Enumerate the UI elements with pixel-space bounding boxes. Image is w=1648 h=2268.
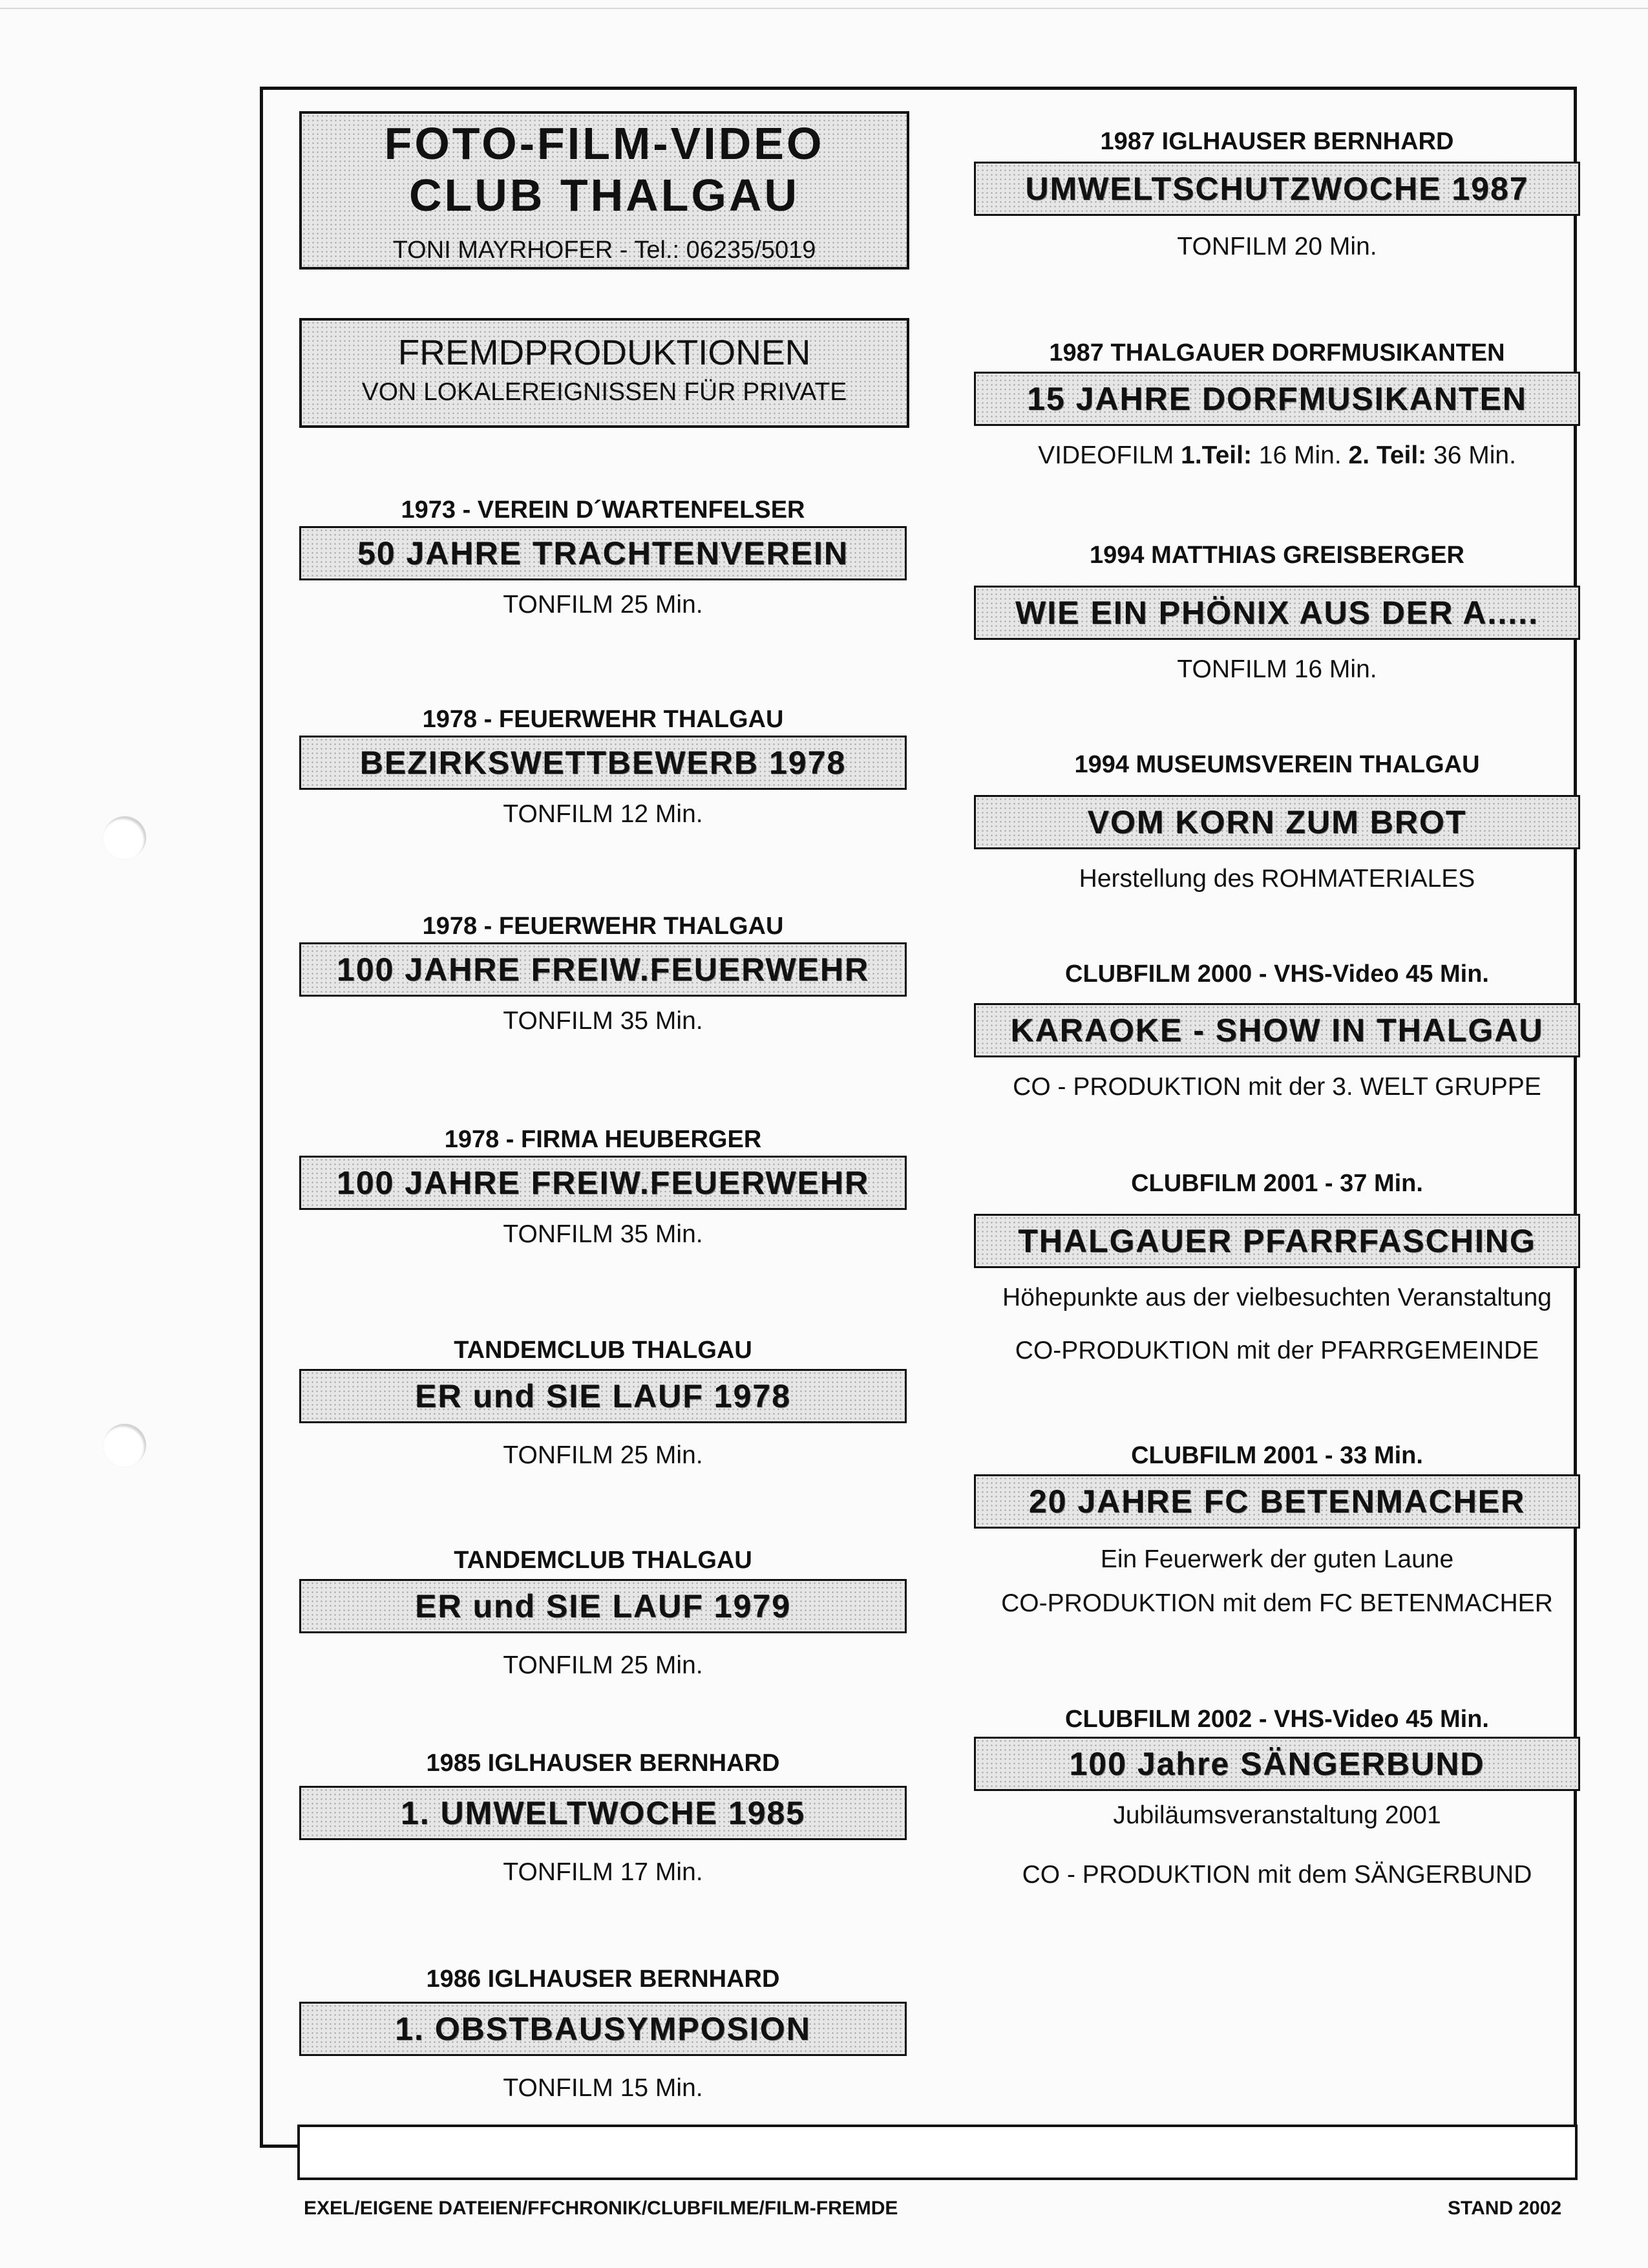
entry-title: BEZIRKSWETTBEWERB 1978 [299, 736, 907, 790]
left-entry-3 [299, 911, 907, 1037]
left-entry-5 [299, 1335, 907, 1471]
entry-line: Ein Feuerwerk der guten Laune [1100, 1545, 1454, 1573]
entry-title: 100 Jahre SÄNGERBUND [974, 1737, 1580, 1791]
entry-line: TONFILM 25 Min. [503, 591, 703, 619]
entry-header: 1978 - FIRMA HEUBERGER [444, 1126, 762, 1153]
detail-part2-value: 36 Min. [1426, 441, 1516, 469]
entry-title: ER und SIE LAUF 1979 [299, 1579, 907, 1633]
entry-header: 1987 IGLHAUSER BERNHARD [1100, 128, 1454, 155]
entry-header: 1978 - FEUERWEHR THALGAU [422, 706, 784, 733]
entry-title: 1. OBSTBAUSYMPOSION [299, 2002, 907, 2056]
entry-title: 50 JAHRE TRACHTENVEREIN [299, 526, 907, 580]
entry-header: 1978 - FEUERWEHR THALGAU [422, 913, 784, 940]
entry-line: CO-PRODUKTION mit der PFARRGEMEINDE [1015, 1337, 1539, 1364]
entry-line: TONFILM 25 Min. [503, 1441, 703, 1469]
entry-header: 1973 - VEREIN D´WARTENFELSER [401, 496, 805, 524]
entry-line: Jubiläumsveranstaltung 2001 [1113, 1801, 1441, 1829]
entry-title: 100 JAHRE FREIW.FEUERWEHR [299, 942, 907, 997]
left-entry-4 [299, 1125, 907, 1250]
right-entry-2 [974, 338, 1580, 471]
entry-line: TONFILM 16 Min. [1177, 655, 1377, 683]
right-entry-5 [974, 959, 1580, 1103]
left-entry-6 [299, 1545, 907, 1681]
detail-part1-label: 1.Teil: [1181, 441, 1252, 469]
detail-part1-value: 16 Min. [1251, 441, 1349, 469]
left-entry-8 [299, 1964, 907, 2104]
entry-header: CLUBFILM 2000 - VHS-Video 45 Min. [1065, 960, 1489, 988]
entry-header: CLUBFILM 2002 - VHS-Video 45 Min. [1065, 1706, 1489, 1733]
right-entry-6 [974, 1169, 1580, 1366]
detail-prefix: VIDEOFILM [1038, 441, 1181, 469]
entry-line: CO-PRODUKTION mit dem FC BETENMACHER [1001, 1589, 1553, 1617]
left-entry-7 [299, 1748, 907, 1888]
entry-line: TONFILM 35 Min. [503, 1007, 703, 1035]
entry-title: UMWELTSCHUTZWOCHE 1987 [974, 162, 1580, 216]
right-entry-1 [974, 127, 1580, 262]
entry-line: CO - PRODUKTION mit der 3. WELT GRUPPE [1013, 1073, 1541, 1101]
section-title: FREMDPRODUKTIONEN [397, 332, 811, 372]
club-contact: TONI MAYRHOFER - Tel.: 06235/5019 [392, 237, 816, 264]
entry-title: WIE EIN PHÖNIX AUS DER A..... [974, 586, 1580, 640]
entry-header: 1985 IGLHAUSER BERNHARD [426, 1750, 780, 1777]
left-entry-1 [299, 495, 907, 620]
punch-hole-bottom [103, 1424, 146, 1467]
entry-header: CLUBFILM 2001 - 33 Min. [1131, 1442, 1423, 1469]
empty-notes-box [297, 2125, 1578, 2180]
entry-detail [974, 440, 1580, 471]
right-column [974, 0, 1580, 2268]
entry-title: 1. UMWELTWOCHE 1985 [299, 1786, 907, 1840]
footer-stand: STAND 2002 [1448, 2198, 1562, 2219]
entry-line: CO - PRODUKTION mit dem SÄNGERBUND [1022, 1861, 1532, 1889]
right-entry-7 [974, 1441, 1580, 1619]
entry-line: TONFILM 17 Min. [503, 1858, 703, 1886]
detail-part2-label: 2. Teil: [1348, 441, 1427, 469]
left-entry-2 [299, 705, 907, 830]
entry-line: TONFILM 25 Min. [503, 1651, 703, 1679]
entry-line: Herstellung des ROHMATERIALES [1079, 865, 1475, 893]
entry-header: 1987 THALGAUER DORFMUSIKANTEN [1049, 339, 1505, 366]
section-subtitle: VON LOKALEREIGNISSEN FÜR PRIVATE [361, 378, 847, 406]
club-name-line1: FOTO-FILM-VIDEO [384, 118, 825, 169]
entry-title: 100 JAHRE FREIW.FEUERWEHR [299, 1156, 907, 1210]
entry-line: TONFILM 20 Min. [1177, 233, 1377, 260]
entry-header: 1994 MUSEUMSVEREIN THALGAU [1074, 751, 1480, 778]
entry-header: TANDEMCLUB THALGAU [454, 1337, 752, 1364]
entry-header: TANDEMCLUB THALGAU [454, 1547, 752, 1574]
entry-header: 1994 MATTHIAS GREISBERGER [1090, 542, 1464, 569]
entry-title: ER und SIE LAUF 1978 [299, 1369, 907, 1423]
entry-header: 1986 IGLHAUSER BERNHARD [426, 1966, 780, 1993]
left-column [299, 0, 907, 2268]
entry-title: KARAOKE - SHOW IN THALGAU [974, 1003, 1580, 1057]
right-entry-3 [974, 540, 1580, 685]
entry-line: Höhepunkte aus der vielbesuchten Veranstaltung [1002, 1284, 1552, 1311]
entry-title: 15 JAHRE DORFMUSIKANTEN [974, 372, 1580, 426]
footer-file-path: EXEL/EIGENE DATEIEN/FFCHRONIK/CLUBFILME/FILM-FREMDE [304, 2198, 898, 2219]
right-entry-8 [974, 1704, 1580, 1891]
club-name-line2: CLUB THALGAU [408, 170, 800, 220]
entry-line: TONFILM 15 Min. [503, 2074, 703, 2102]
entry-title: THALGAUER PFARRFASCHING [974, 1214, 1580, 1268]
entry-line: TONFILM 35 Min. [503, 1220, 703, 1248]
punch-hole-top [103, 816, 146, 859]
entry-line: TONFILM 12 Min. [503, 800, 703, 828]
entry-title: VOM KORN ZUM BROT [974, 795, 1580, 849]
entry-header: CLUBFILM 2001 - 37 Min. [1131, 1170, 1423, 1197]
right-entry-4 [974, 750, 1580, 895]
entry-title: 20 JAHRE FC BETENMACHER [974, 1474, 1580, 1529]
